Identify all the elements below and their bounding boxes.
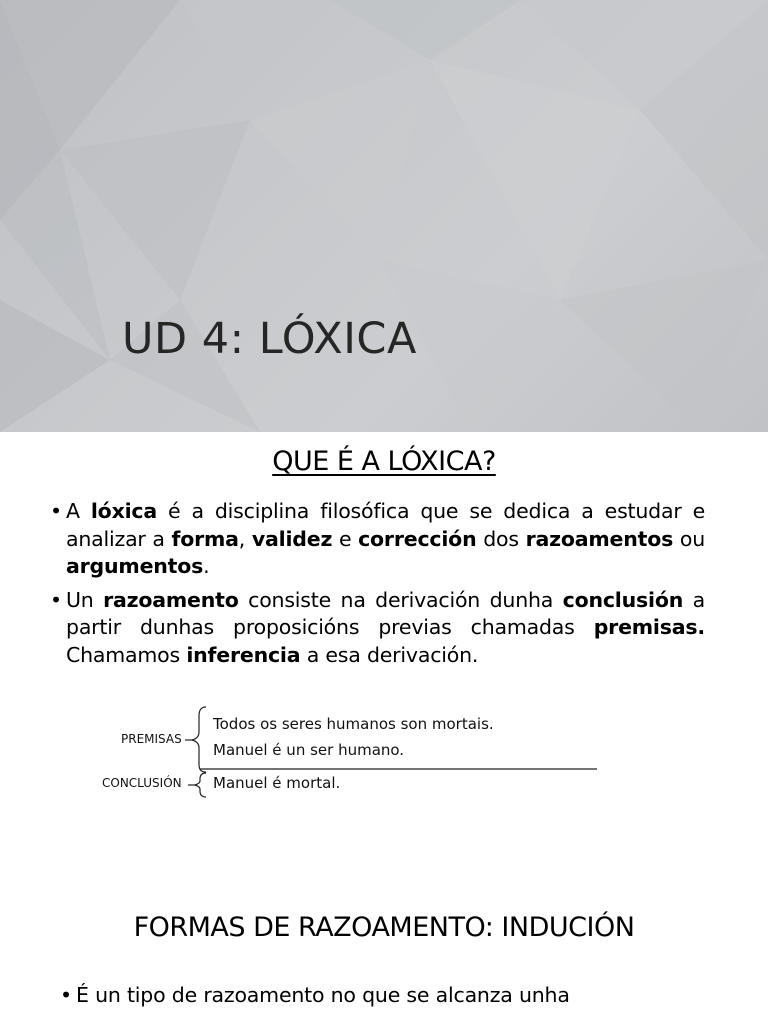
bold-term: lóxica: [90, 499, 158, 523]
bold-term: forma: [171, 526, 239, 551]
premise-1: Todos os seres humanos son mortais.: [213, 715, 494, 733]
title-slide: [0, 0, 768, 432]
premises-label: PREMISAS: [121, 732, 182, 746]
bold-term: inferencia: [186, 642, 301, 667]
bullet-item: [48, 498, 705, 581]
premise-2: Manuel é un ser humano.: [213, 741, 405, 759]
bold-term: razoamento: [103, 587, 239, 612]
bullet-text: e: [332, 526, 359, 551]
presentation-title: UD 4: LÓXICA: [122, 314, 417, 364]
bold-term: razoamentos: [525, 526, 674, 551]
bullet-text: a partir dunhas proposicións previas chamadas: [66, 587, 705, 639]
bullet-text: é a disciplina filosófica que se dedica a estudar e analizar a: [66, 499, 706, 551]
faceted-background: [0, 0, 768, 432]
bullet-text: a esa derivación.: [300, 642, 479, 667]
bullet-text: Chamamos: [66, 642, 187, 667]
conclusion-label: CONCLUSIÓN: [102, 776, 182, 790]
bullet-item: • É un tipo de razoamento no que se alcanza unha: [58, 982, 708, 1010]
bullet-item: [48, 587, 705, 670]
bullet-text: dos: [476, 526, 526, 551]
bold-term: premisas.: [593, 615, 705, 639]
next-slide-heading: FORMAS DE RAZOAMENTO: INDUCIÓN: [133, 912, 635, 943]
bullet-text: Un: [66, 587, 104, 612]
bullet-text: consiste na derivación dunha: [238, 587, 563, 612]
bullet-text: ,: [238, 526, 252, 551]
bullet-text: .: [203, 554, 210, 578]
bold-term: argumentos: [66, 554, 204, 578]
bullet-text: ou: [673, 526, 705, 551]
content-slide: [0, 432, 768, 1024]
conclusion-statement: Manuel é mortal.: [213, 774, 341, 792]
bullet-text: A: [66, 499, 91, 523]
premises-brace: [192, 707, 206, 772]
slide-heading-text: QUE É A LÓXICA?: [272, 446, 496, 477]
slide-heading: [0, 446, 768, 477]
next-slide-bullets: [58, 982, 708, 1010]
bold-term: conclusión: [562, 587, 684, 612]
bullet-list: [48, 498, 705, 675]
syllogism-diagram: [0, 704, 768, 804]
bold-term: corrección: [358, 526, 477, 551]
conclusion-brace: [195, 773, 206, 797]
bold-term: validez: [251, 526, 333, 551]
